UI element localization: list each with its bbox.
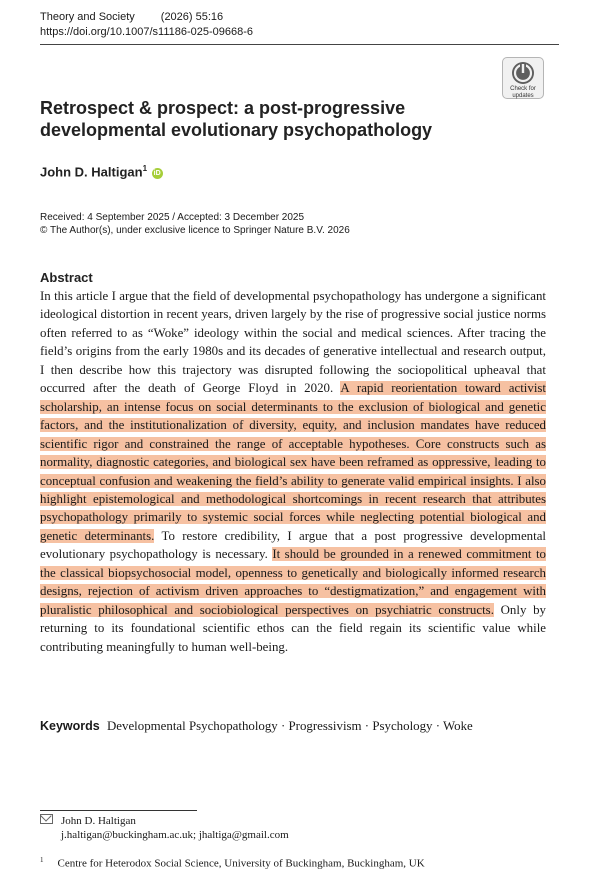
author-affil-mark: 1 xyxy=(142,164,148,173)
orcid-icon[interactable]: iD xyxy=(153,170,161,178)
footnote-divider xyxy=(40,810,197,811)
keyword-item: Woke xyxy=(443,719,473,733)
highlighted-text: It should be grounded in a renewed commitment to the classical biopsychosocial model, openness to genetically and biologically informed research designs, rejection of activism driven approaches to “destigmatization,” and engagement with pluralistic philosophical and sociobiological perspectives on psychiatric constructs. xyxy=(40,547,546,617)
journal-header xyxy=(40,11,223,23)
corr-emails[interactable]: j.haltigan@buckingham.ac.uk; jhaltiga@gmail.com xyxy=(61,829,289,841)
highlighted-text: A rapid reorientation toward activist scholarship, an intense focus on social determinants to the exclusion of biological and genetic factors, and the institutionalization of diversity, equity, and inclusion mandates have reduced scientific rigor and constrained the range of acceptable hypotheses. Core constructs such as normality, diagnostic categories, and biological sex have been reframed as oppressive, leading to conceptual confusion and weakening the field’s ability to generate valid empirical insights. I also highlight epistemological and methodological shortcomings in recent research that attributes psychopathology primarily to systemic social forces while neglecting potential biological and genetic determinants. xyxy=(40,381,546,543)
received-accepted: Received: 4 September 2025 / Accepted: 3 December 2025 xyxy=(40,212,305,223)
affiliation xyxy=(40,856,425,870)
keyword-item: Progressivism xyxy=(288,719,362,733)
keyword-separator: · xyxy=(361,719,373,733)
keywords-label: Keywords xyxy=(40,719,100,733)
keyword-item: Psychology xyxy=(372,719,433,733)
badge-line-2: updates xyxy=(512,93,534,99)
abstract-text: Only by returning to its foundational scientific ethos can the field regain its scientific value while contributing meaningfully to human well-being. xyxy=(40,602,546,654)
journal-issue: (2026) 55:16 xyxy=(160,11,224,23)
envelope-icon xyxy=(40,814,53,824)
keyword-item: Developmental Psychopathology xyxy=(106,719,278,733)
keyword-separator: · xyxy=(277,719,289,733)
header-divider xyxy=(40,44,559,45)
abstract-text: In this article I argue that the field of developmental psychopathology has undergone a significant ideological distortion in recent years, driven largely by the rise of progressive social justice norms often referred to as “Woke” ideology within the social and medical sciences. After tracing the field’s origins from the early 1980s and its decades of generative intellectual and research output, I then describe how this trajectory was disrupted following the sociopolitical upheaval that occurred after the death of George Floyd in 2020. xyxy=(40,289,546,396)
article-dates xyxy=(40,211,350,237)
copyright-line: © The Author(s), under exclusive licence to Springer Nature B.V. 2026 xyxy=(40,225,350,236)
badge-line-1: Check for xyxy=(510,86,536,92)
keywords-line xyxy=(40,719,473,734)
author-line xyxy=(40,164,163,179)
corr-name: John D. Haltigan xyxy=(61,815,136,827)
abstract-body xyxy=(40,287,546,656)
doi-link[interactable]: https://doi.org/10.1007/s11186-025-09668-6 xyxy=(40,26,254,38)
journal-name: Theory and Society xyxy=(40,11,135,23)
abstract-heading: Abstract xyxy=(40,270,93,285)
author-name[interactable]: John D. Haltigan xyxy=(40,164,143,180)
article-title: Retrospect & prospect: a post-progressive developmental evolutionary psychopathology xyxy=(40,98,433,140)
corresponding-author xyxy=(40,814,289,842)
affil-number: 1 xyxy=(40,856,44,864)
keyword-separator: · xyxy=(432,719,444,733)
abstract-text: To restore credibility, I argue that a post progressive developmental evolutionary psychopathology is necessary. xyxy=(40,528,546,562)
check-for-updates-badge[interactable] xyxy=(502,57,544,99)
check-updates-icon xyxy=(511,61,535,85)
affil-text: Centre for Heterodox Social Science, University of Buckingham, Buckingham, UK xyxy=(57,857,425,870)
